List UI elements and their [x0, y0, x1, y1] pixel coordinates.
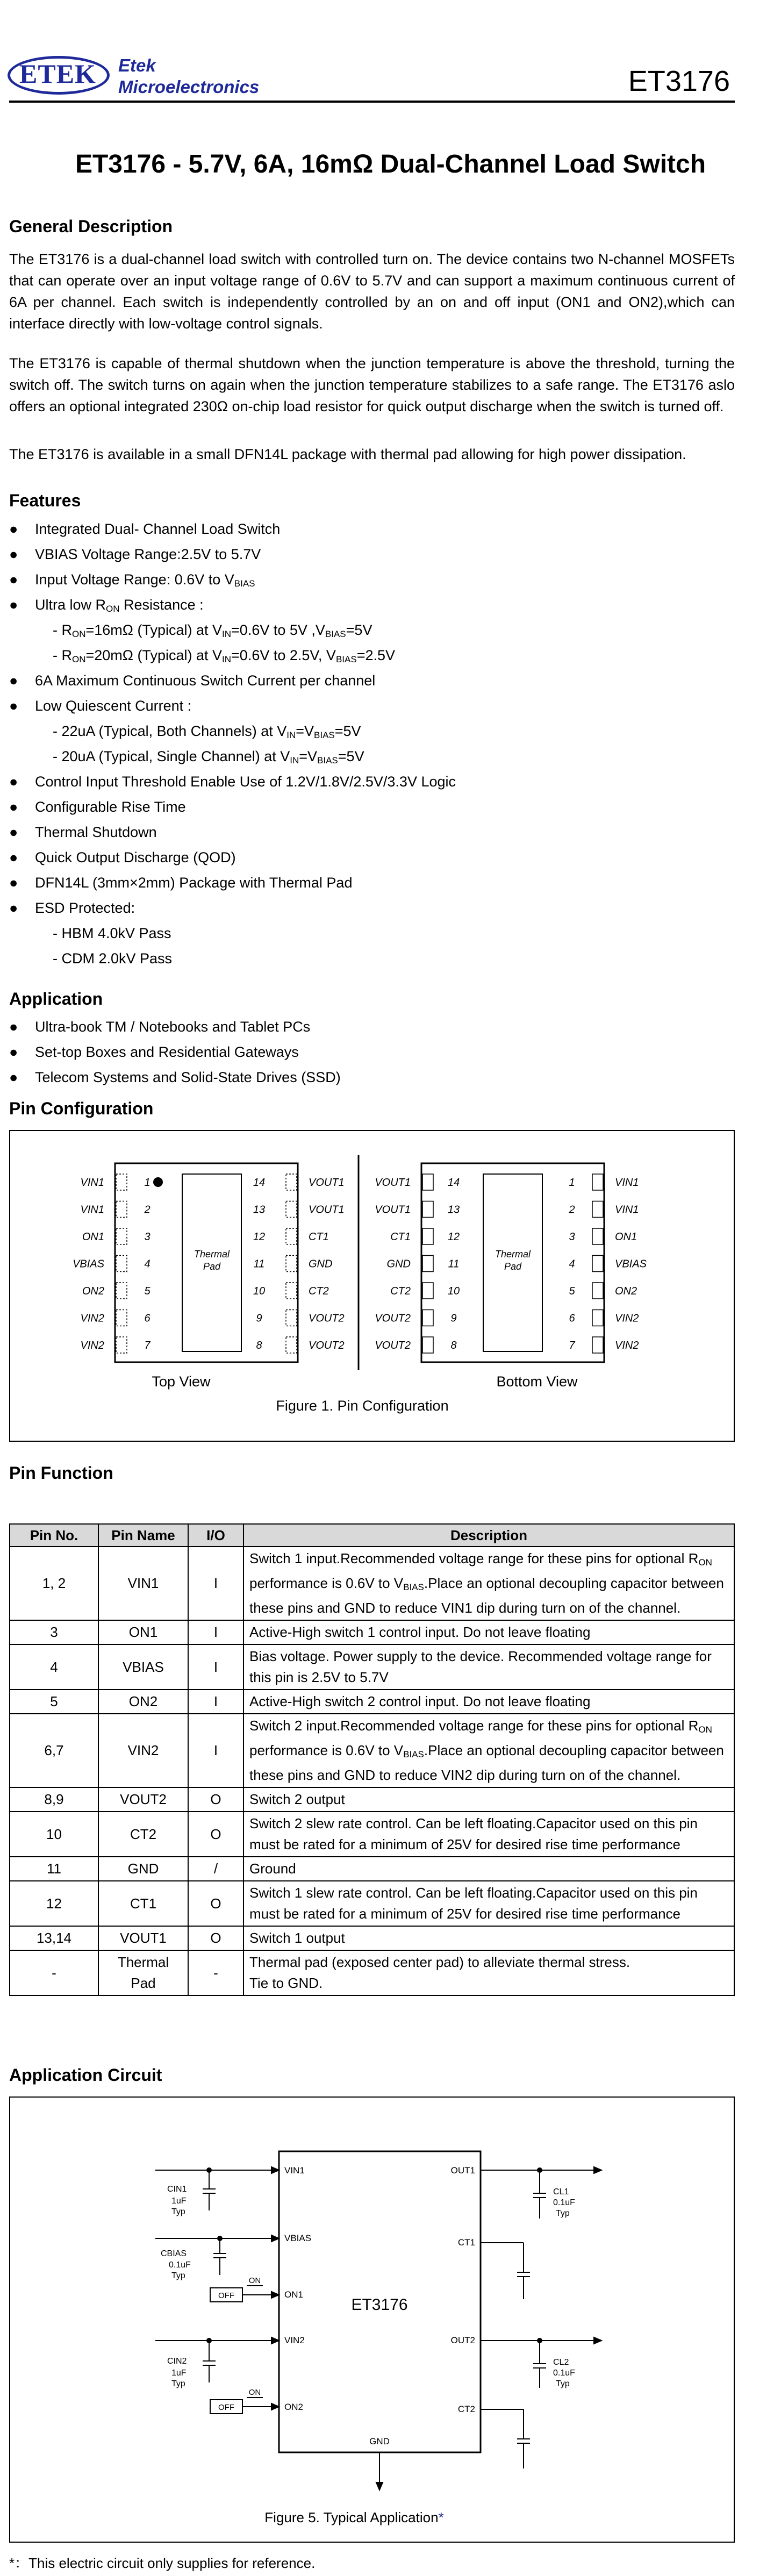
- company-name-line2: Microelectronics: [118, 77, 260, 97]
- features-heading: Features: [9, 491, 81, 510]
- pin-number-label: 11: [448, 1258, 460, 1270]
- general-description-heading: General Description: [9, 217, 173, 236]
- pin-pad: [592, 1201, 603, 1218]
- pin-name-label: VBIAS: [73, 1258, 104, 1270]
- table-row: 12 CT1 O Switch 1 slew rate control. Can be left floating.Capacitor used on this pin must be rated for a minimum of 25V for desired rise time performance: [10, 1881, 734, 1926]
- application-heading: Application: [9, 989, 103, 1008]
- pin-pad: [422, 1310, 433, 1326]
- pin-name-label: VIN1: [615, 1204, 639, 1216]
- pin-pad: [116, 1228, 127, 1244]
- pin-pad: [592, 1256, 603, 1272]
- pin-name-label: CT1: [309, 1231, 329, 1243]
- pin-name-label: CT2: [309, 1285, 329, 1297]
- pin-number-label: 7: [144, 1340, 151, 1351]
- pin-pad: [286, 1201, 297, 1218]
- pin-label-out2: OUT2: [450, 2335, 475, 2345]
- pin-number-label: 11: [253, 1258, 265, 1270]
- bottom-view-label: Bottom View: [496, 1373, 578, 1390]
- cin2-label: CIN2: [167, 2357, 187, 2366]
- svg-text:OFF: OFF: [218, 2291, 234, 2300]
- pin-name-label: VIN2: [615, 1340, 639, 1351]
- table-row: 6,7 VIN2 I Switch 2 input.Recommended voltage range for these pins for optional $R_{ON}$ performance is 0.6V to $V_{BIAS}.Place$ an optional decoupling capacitor between these pins and GND to reduce VIN2 dip during turn on of the channel.: [10, 1714, 734, 1787]
- pin-number-label: 5: [144, 1285, 151, 1297]
- cl1-value: 0.1uF: [553, 2198, 575, 2207]
- cbias-typ: Typ: [171, 2271, 185, 2280]
- bullet-icon: ●: [9, 1044, 18, 1060]
- pin-function-table: [9, 1523, 735, 1996]
- arrow-vbias-icon: [271, 2235, 279, 2242]
- pin-config-heading: Pin Configuration: [9, 1099, 154, 1118]
- feature-subitem: - $R_{ON}=16m\Omega$ (Typical) at $V_{IN}=0.6V$ to 5V $,V_{BIAS}=5V$: [53, 622, 372, 639]
- bottom-view-right-pins: [568, 1174, 647, 1353]
- pin-number-label: 10: [447, 1285, 460, 1297]
- pin-name-label: CT1: [390, 1231, 411, 1243]
- top-pad-label-1: Thermal: [194, 1249, 230, 1260]
- pin-name-label: ON1: [82, 1231, 104, 1243]
- cl2-label: CL2: [553, 2358, 569, 2367]
- pin-label-on1: ON1: [284, 2289, 303, 2300]
- pin-config-caption: Figure 1. Pin Configuration: [276, 1398, 449, 1414]
- pin-pad: [116, 1174, 127, 1190]
- gnd-arrow-icon: [376, 2482, 383, 2490]
- pin-pad: [592, 1228, 603, 1244]
- cbias-label: CBIAS: [161, 2249, 187, 2258]
- general-description-p2: The ET3176 is capable of thermal shutdown when the junction temperature is above the threshold, turning the switch off. The switch turns on again when the junction temperature stabilizes to a safe range. The ET3176 aslo offers an optional integrated 230Ω on-chip load resistor for quick output discharge when the switch is turned off.: [9, 355, 735, 414]
- top-view-left-pins: [73, 1174, 151, 1353]
- table-row: 13,14 VOUT1 O Switch 1 output: [10, 1926, 734, 1950]
- pin-pad: [422, 1256, 433, 1272]
- feature-subitem: - 20uA (Typical, Single Channel) at $V_{IN}=V_{BIAS}=5V$: [53, 748, 364, 765]
- pin-number-label: 13: [447, 1204, 460, 1216]
- bullet-icon: ●: [9, 1019, 18, 1035]
- pin-name-label: VBIAS: [615, 1258, 647, 1270]
- table-row: 11 GND / Ground: [10, 1857, 734, 1881]
- feature-subitem: - HBM 4.0kV Pass: [53, 925, 171, 941]
- pin-name-label: VOUT1: [375, 1177, 411, 1189]
- pin-label-ct2: CT2: [457, 2404, 475, 2414]
- pin-name-label: VOUT1: [309, 1177, 345, 1189]
- feature-subitem: - 22uA (Typical, Both Channels) at $V_{IN}=V_{BIAS}=5V$: [53, 723, 361, 740]
- table-row: 5 ON2 I Active-High switch 2 control input. Do not leave floating: [10, 1690, 734, 1714]
- pin-label-ct1: CT1: [457, 2237, 475, 2248]
- footnote: *：This electric circuit only supplies for reference.: [9, 2555, 316, 2571]
- feature-subitem: - CDM 2.0kV Pass: [53, 950, 173, 967]
- table-row: 10 CT2 O Switch 2 slew rate control. Can be left floating.Capacitor used on this pin must be rated for a minimum of 25V for desired rise time performance: [10, 1812, 734, 1857]
- pin-pad: [592, 1174, 603, 1190]
- pin-pad: [422, 1201, 433, 1218]
- pin-name-label: VIN1: [615, 1177, 639, 1189]
- cl1-label: CL1: [553, 2187, 569, 2196]
- col-header-pin-name: Pin Name: [98, 1524, 188, 1547]
- pin-number-label: 1: [144, 1177, 151, 1189]
- cin1-value: 1uF: [171, 2196, 187, 2206]
- pin-name-label: ON2: [82, 1285, 104, 1297]
- svg-text:ON: ON: [248, 2276, 261, 2285]
- pin-pad: [116, 1256, 127, 1272]
- pin-label-gnd: GND: [369, 2436, 390, 2446]
- bullet-icon: ●: [9, 521, 18, 537]
- pin-number-label: 6: [569, 1312, 575, 1325]
- pin-pad: [422, 1174, 433, 1190]
- header-divider: [9, 101, 735, 103]
- pin-name-label: VOUT1: [309, 1204, 345, 1216]
- bullet-icon: ●: [9, 849, 18, 865]
- top-pad-label-2: Pad: [203, 1261, 221, 1272]
- pin-number-label: 14: [253, 1177, 266, 1189]
- pin-pad: [422, 1228, 433, 1244]
- bullet-icon: ●: [9, 900, 18, 916]
- company-name-line1: Etek: [118, 55, 156, 75]
- bullet-icon: ●: [9, 875, 18, 891]
- col-header-pin-no: Pin No.: [10, 1524, 98, 1547]
- cbias-value: 0.1uF: [169, 2260, 191, 2270]
- pin-name-label: GND: [309, 1258, 333, 1270]
- pin-pad: [116, 1283, 127, 1299]
- cl1-typ: Typ: [556, 2209, 570, 2218]
- pin-pad: [286, 1256, 297, 1272]
- bullet-icon: ●: [9, 597, 18, 613]
- pin-number-label: 4: [569, 1258, 575, 1270]
- table-row: 4 VBIAS I Bias voltage. Power supply to the device. Recommended voltage range for this pin is 2.5V to 5.7V: [10, 1644, 734, 1690]
- pin-name-label: VIN1: [80, 1177, 104, 1189]
- cin2-typ: Typ: [171, 2379, 185, 2388]
- pin-name-label: ON1: [615, 1231, 637, 1243]
- pin-number-label: 12: [447, 1231, 460, 1243]
- pin-pad: [286, 1310, 297, 1326]
- pin-name-label: CT2: [390, 1285, 411, 1297]
- pin-pad: [286, 1228, 297, 1244]
- top-view-label: Top View: [152, 1373, 211, 1390]
- header-part-number: ET3176: [628, 65, 730, 97]
- table-header-row: [10, 1524, 734, 1547]
- bullet-icon: ●: [9, 546, 18, 562]
- bullet-icon: ●: [9, 672, 18, 689]
- pin-name-label: VIN1: [80, 1204, 104, 1216]
- pin-number-label: 5: [569, 1285, 575, 1297]
- bullet-icon: ●: [9, 824, 18, 840]
- pin-number-label: 4: [144, 1258, 151, 1270]
- pin-pad: [116, 1337, 127, 1353]
- pin-pad: [116, 1310, 127, 1326]
- pin-name-label: GND: [386, 1258, 411, 1270]
- pin1-marker-dot: [153, 1177, 163, 1187]
- pin-pad: [116, 1201, 127, 1218]
- logo-text: ETEK: [19, 59, 96, 89]
- bottom-view-left-pins: [375, 1174, 460, 1353]
- cin2-value: 1uF: [171, 2369, 187, 2378]
- company-name: [118, 55, 259, 98]
- chip-label: ET3176: [351, 2296, 408, 2314]
- cl2-typ: Typ: [556, 2379, 570, 2388]
- pin-name-label: VOUT2: [309, 1312, 345, 1325]
- pin-pad: [286, 1337, 297, 1353]
- pin-name-label: VIN2: [80, 1340, 104, 1351]
- bottom-pad-label-1: Thermal: [495, 1249, 531, 1260]
- pin-label-vin1: VIN1: [284, 2165, 305, 2176]
- pin-pad: [422, 1337, 433, 1353]
- pin-name-label: VOUT2: [375, 1312, 411, 1325]
- bullet-icon: ●: [9, 698, 18, 714]
- pin-name-label: VOUT1: [375, 1204, 411, 1216]
- table-row: 1, 2 VIN1 I Switch 1 input.Recommended voltage range for these pins for optional $R_{ON}$ performance is 0.6V to $V_{BIAS}.Place$ an optional decoupling capacitor between these pins and GND to reduce VIN1 dip during turn on of the channel.: [10, 1547, 734, 1620]
- svg-text:OFF: OFF: [218, 2403, 234, 2412]
- pin-pad: [592, 1337, 603, 1353]
- general-description-p3: The ET3176 is available in a small DFN14L package with thermal pad allowing for high power dissipation.: [9, 446, 686, 462]
- pin-label-out1: OUT1: [450, 2165, 475, 2176]
- pin-number-label: 7: [569, 1340, 575, 1351]
- app-circuit-figure: [9, 2096, 735, 2543]
- pin-name-label: VOUT2: [309, 1340, 345, 1351]
- pin-number-label: 9: [256, 1312, 262, 1325]
- pin-pad: [592, 1310, 603, 1326]
- bottom-pad-label-2: Pad: [504, 1261, 522, 1272]
- pin-name-label: VOUT2: [375, 1340, 411, 1351]
- pin-number-label: 8: [256, 1340, 262, 1351]
- cl2-value: 0.1uF: [553, 2369, 575, 2378]
- bullet-icon: ●: [9, 571, 18, 588]
- svg-text:ON: ON: [248, 2388, 261, 2397]
- document-title: ET3176 - 5.7V, 6A, 16mΩ Dual-Channel Load Switch: [75, 150, 706, 178]
- table-row: 3 ON1 I Active-High switch 1 control input. Do not leave floating: [10, 1620, 734, 1644]
- pin-number-label: 6: [144, 1312, 151, 1325]
- app-circuit-caption: Figure 5. Typical Application*: [264, 2509, 444, 2525]
- top-view-right-pins: [253, 1174, 345, 1353]
- pin-number-label: 8: [450, 1340, 457, 1351]
- pin-pad: [422, 1283, 433, 1299]
- pin-number-label: 3: [569, 1231, 575, 1243]
- pin-number-label: 14: [447, 1177, 460, 1189]
- pin-label-vin2: VIN2: [284, 2335, 305, 2345]
- app-circuit-heading: Application Circuit: [9, 2065, 162, 2085]
- table-row: - Thermal Pad - Thermal pad (exposed center pad) to alleviate thermal stress. Tie to GND.: [10, 1950, 734, 1995]
- col-header-description: Description: [243, 1524, 734, 1547]
- pin-number-label: 1: [569, 1177, 575, 1189]
- pin-label-vbias: VBIAS: [284, 2233, 312, 2243]
- cin1-label: CIN1: [167, 2185, 187, 2194]
- feature-subitem: - $R_{ON}=20m\Omega$ (Typical) at $V_{IN}=0.6V$ to 2.5V, $V_{BIAS}=2.5V$: [53, 647, 395, 664]
- pin-label-on2: ON2: [284, 2402, 303, 2412]
- table-row: 8,9 VOUT2 O Switch 2 output: [10, 1787, 734, 1812]
- pin-number-label: 2: [569, 1204, 575, 1216]
- pin-pad: [286, 1283, 297, 1299]
- pin-pad: [592, 1283, 603, 1299]
- pin-name-label: VIN2: [80, 1312, 104, 1325]
- pin-number-label: 9: [450, 1312, 457, 1325]
- general-description-p1: The ET3176 is a dual-channel load switch with controlled turn on. The device contains two N-channel MOSFETs that can operate over an input voltage range of 0.6V to 5.7V and can support a maximum continuous current of 6A per channel. Each switch is independently controlled by an on and off input (ON1 and ON2),which can interface directly with low-voltage control signals.: [9, 251, 735, 332]
- arrow-vin1-icon: [271, 2167, 279, 2173]
- pin-number-label: 3: [144, 1231, 151, 1243]
- pin-number-label: 12: [253, 1231, 266, 1243]
- bullet-icon: ●: [9, 1069, 18, 1085]
- pin-name-label: ON2: [615, 1285, 637, 1297]
- pin-function-heading: Pin Function: [9, 1463, 113, 1483]
- pin-name-label: VIN2: [615, 1312, 639, 1325]
- bullet-icon: ●: [9, 799, 18, 815]
- pin-pad: [286, 1174, 297, 1190]
- app-circuit-diagram: [10, 2098, 734, 2542]
- cin1-typ: Typ: [171, 2207, 185, 2216]
- pin-number-label: 10: [253, 1285, 266, 1297]
- pin-config-diagram: [10, 1131, 734, 1441]
- pin-number-label: 2: [144, 1204, 151, 1216]
- col-header-io: I/O: [188, 1524, 243, 1547]
- bullet-icon: ●: [9, 774, 18, 790]
- pin-number-label: 13: [253, 1204, 266, 1216]
- pin-config-figure: [9, 1130, 735, 1442]
